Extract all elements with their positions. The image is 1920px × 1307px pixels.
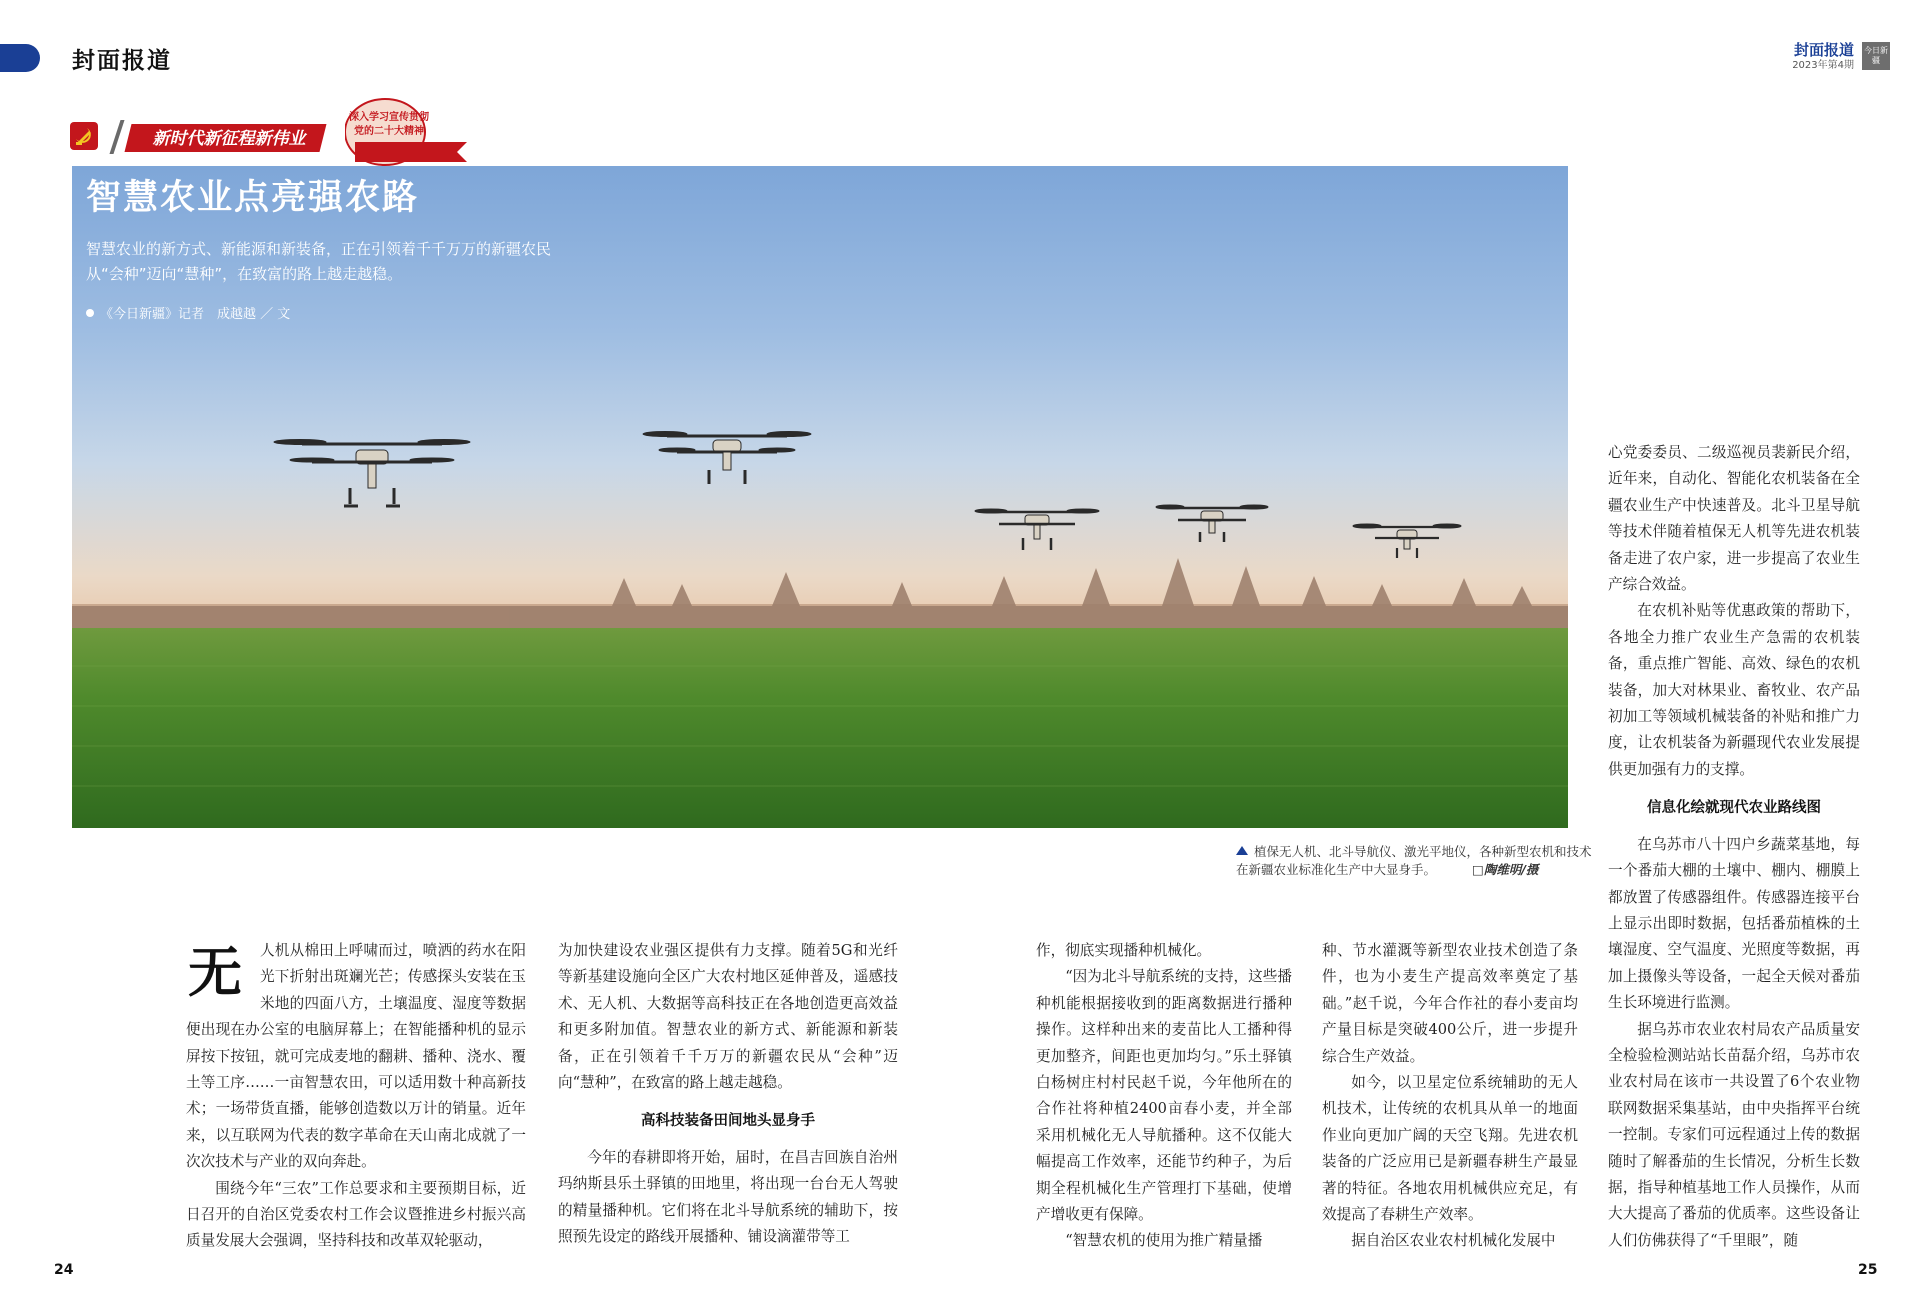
article-column-3 [1036,938,1292,1255]
magazine-issue: 2023年第4期 [1792,60,1854,71]
drone-2 [643,432,811,485]
paragraph: 据自治区农业农村机械化发展中 [1351,1232,1556,1250]
drop-cap: 无 [188,940,242,1004]
caption-text: 植保无人机、北斗导航仪、激光平地仪，各种新型农机和技术在新疆农业标准化生产中大显身手。 [1236,844,1592,877]
section-tab-marker [0,44,40,72]
banner-divider [109,120,124,154]
caption-triangle-icon [1236,846,1248,855]
paragraph: 种、节水灌溉等新型农业技术创造了条件，也为小麦生产提高效率奠定了基础。”赵千说，今年合作社的春小麦亩均产量目标是突破400公斤，进一步提升综合生产效益。 [1322,942,1578,1065]
paragraph: 为加快建设农业强区提供有力支撑。随着5G和光纤等新基建设施向全区广大农村地区延伸普及，遥感技术、无人机、大数据等高科技正在各地创造更高效益和更多附加值。智慧农业的新方式、新能源和新装备，正在引领着千千万万的新疆农民从“会种”迈向“慧种”，在致富的路上越走越稳。 [558,942,898,1092]
page-number-left: 24 [54,1262,74,1278]
tree-line [72,558,1568,636]
wheat-field [72,628,1568,828]
party-study-badge [345,98,470,166]
paragraph: 人机从棉田上呼啸而过，喷洒的药水在阳光下折射出斑斓光芒；传感探头安装在玉米地的四面八方，土壤温度、湿度等数据便出现在办公室的电脑屏幕上；在智能播种机的显示屏按下按钮，就可完成麦地的翻耕、播种、浇水、覆土等工序……一亩智慧农田，可以适用数十种高新技术；一场带货直播，能够创造数以万计的销量。近年来，以互联网为代表的数字革命在天山南北成就了一次次技术与产业的双向奔赴。 [186,942,526,1171]
section-title: 封面报道 [72,47,172,74]
subheading: 高科技装备田间地头显身手 [641,1113,815,1130]
party-emblem-icon [70,122,98,150]
magazine-section-name: 封面报道 [1793,41,1854,59]
photo-credit: □陶维明/摄 [1472,862,1539,877]
paragraph: “智慧农机的使用为推广精量播 [1065,1232,1263,1250]
paragraph: 如今，以卫星定位系统辅助的无人机技术，让传统的农机具从单一的地面作业向更加广阔的天空飞翔。先进农机装备的广泛应用已是新疆春耕生产最显著的特征。各地农用机械供应充足，有效提高了春耕生产效率。 [1322,1074,1578,1224]
paragraph: 在乌苏市八十四户乡蔬菜基地，每一个番茄大棚的土壤中、棚内、棚膜上都放置了传感器组件。传感器连接平台上显示出即时数据，包括番茄植株的土壤湿度、空气温度、光照度等数据，再加上摄像头等设备，一起全天候对番茄生长环境进行监测。 [1608,835,1860,1012]
paragraph: 心党委委员、二级巡视员裴新民介绍，近年来，自动化、智能化农机装备在全疆农业生产中快速普及。北斗卫星导航等技术伴随着植保无人机等先进农机装备走进了农户家，进一步提高了农业生产综合效益。 [1608,444,1860,594]
paragraph: 据乌苏市农业农村局农产品质量安全检验检测站站长苗磊介绍，乌苏市农业农村局在该市一共设置了6个农业物联网数据采集基站，由中央指挥平台统一控制。专家们可远程通过上传的数据随时了解番茄的生长情况，分析生长数据，指导种植基地工作人员操作，从而大大提高了番茄的优质率。这些设备让人们仿佛获得了“千里眼”，随 [1608,1020,1860,1249]
page-number-right: 25 [1858,1262,1878,1278]
article-byline [86,303,290,322]
magazine-logo: 今日新疆 [1862,42,1890,70]
drone-5 [1353,524,1461,558]
article-subtitle: 智慧农业的新方式、新能源和新装备，正在引领着千千万万的新疆农民从“会种”迈向“慧种”，在致富的路上越走越稳。 [86,240,552,283]
paragraph: 在农机补贴等优惠政策的帮助下，各地全力推广农业生产急需的农机装备，重点推广智能、高效、绿色的农机装备，加大对林果业、畜牧业、农产品初加工等领域机械装备的补贴和推广力度，让农机装备为新疆现代农业发展提供更加强有力的支撑。 [1608,602,1860,778]
magazine-masthead [1792,42,1890,72]
subheading: 信息化绘就现代农业路线图 [1647,800,1821,817]
article-column-5 [1608,440,1860,1254]
paragraph: 围绕今年“三农”工作总要求和主要预期目标，近日召开的自治区党委农村工作会议暨推进乡村振兴高质量发展大会强调，坚持科技和改革双轮驱动， [186,1179,526,1250]
article-column-2 [558,938,898,1250]
drone-4 [1156,505,1268,542]
paragraph: 作，彻底实现播种机械化。 [1036,942,1212,959]
paragraph: “因为北斗导航系统的支持，这些播种机能根据接收到的距离数据进行播种操作。这样种出来的麦苗比人工播种得更加整齐，间距也更加均匀。”乐土驿镇白杨树庄村村民赵千说，今年他所在的合作社将种植2400亩春小麦，并全部采用机械化无人导航播种。这不仅能大幅提高工作效率，还能节约种子，为后期全程机械化生产管理打下基础，使增产增收更有保障。 [1036,968,1292,1224]
drone-1 [274,440,470,507]
photo-caption [1236,843,1592,879]
drone-3 [975,509,1099,550]
byline-text: 《今日新疆》记者 成越越 ／ 文 [100,307,291,322]
paragraph: 今年的春耕即将开始，届时，在昌吉回族自治州玛纳斯县乐土驿镇的田地里，将出现一台台无人驾驶的精量播种机。它们将在北斗导航系统的辅助下，按照预先设定的路线开展播种、铺设滴灌带等工 [558,1148,898,1246]
badge-line2: 党的二十大精神 [354,126,424,137]
bullet-icon [86,309,94,317]
article-column-4 [1322,938,1578,1255]
badge-line1: 深入学习宣传贯彻 [349,112,429,123]
drone-group [274,432,1461,559]
banner-ribbon-text: 新时代新征程新伟业 [152,129,306,149]
article-column-1 [186,938,526,1255]
article-title: 智慧农业点亮强农路 [86,178,420,218]
